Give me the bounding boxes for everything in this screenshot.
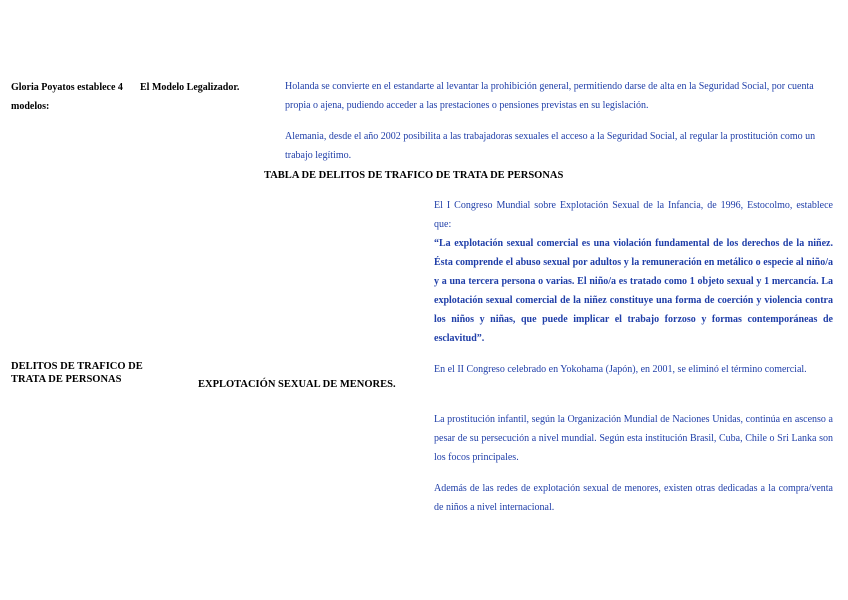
second-congress-paragraph: En el II Congreso celebrado en Yokohama (Japón), en 2001, se eliminó el término comercial. <box>434 364 807 375</box>
first-congress-paragraph: El I Congreso Mundial sobre Explotación Sexual de la Infancia, de 1996, Estocolmo, establece que: <box>434 200 833 230</box>
legalizer-model-label: El Modelo Legalizador. <box>140 82 240 93</box>
trafficking-networks-paragraph: Además de las redes de explotación sexual de menores, existen otras dedicadas a la compra/venta de niños a nivel internacional. <box>434 483 833 513</box>
germany-paragraph: Alemania, desde el año 2002 posibilita a las trabajadoras sexuales el acceso a la Seguridad Social, al regular la prostitución como un trabajo legítimo. <box>285 131 816 161</box>
child-prostitution-paragraph: La prostitución infantil, según la Organización Mundial de Naciones Unidas, continúa en ascenso a pesar de su persecución a nivel mundial. Según esta institución Brasil, Cuba, Chile o Sri Lanka son los focos principales. <box>434 414 833 463</box>
models-intro-label: Gloria Poyatos establece 4 modelos: <box>11 82 123 112</box>
holland-paragraph: Holanda se convierte en el estandarte al levantar la prohibición general, permitiendo darse de alta en la Seguridad Social, por cuenta propia o ajena, pudiendo acceder a las prestaciones o pensiones previstas en su legislación. <box>285 81 814 111</box>
minor-exploitation-label: EXPLOTACIÓN SEXUAL DE MENORES. <box>198 379 396 390</box>
table-heading: TABLA DE DELITOS DE TRAFICO DE TRATA DE PERSONAS <box>264 170 564 181</box>
first-congress-quote: “La explotación sexual comercial es una violación fundamental de los derechos de la niñez. Ésta comprende el abuso sexual por adultos y la remuneración en metálico o especie al niño/a y a una tercera persona o varias. El niño/a es tratado como 1 objeto sexual y 1 mercancía. La explotación sexual comercial de la niñez constituye una forma de coerción y violencia contra los niños y niñas, que puede implicar el trabajo forzoso y formas contemporáneas de esclavitud”. <box>434 238 833 344</box>
crimes-row-label: DELITOS DE TRAFICO DE TRATA DE PERSONAS <box>11 361 143 385</box>
